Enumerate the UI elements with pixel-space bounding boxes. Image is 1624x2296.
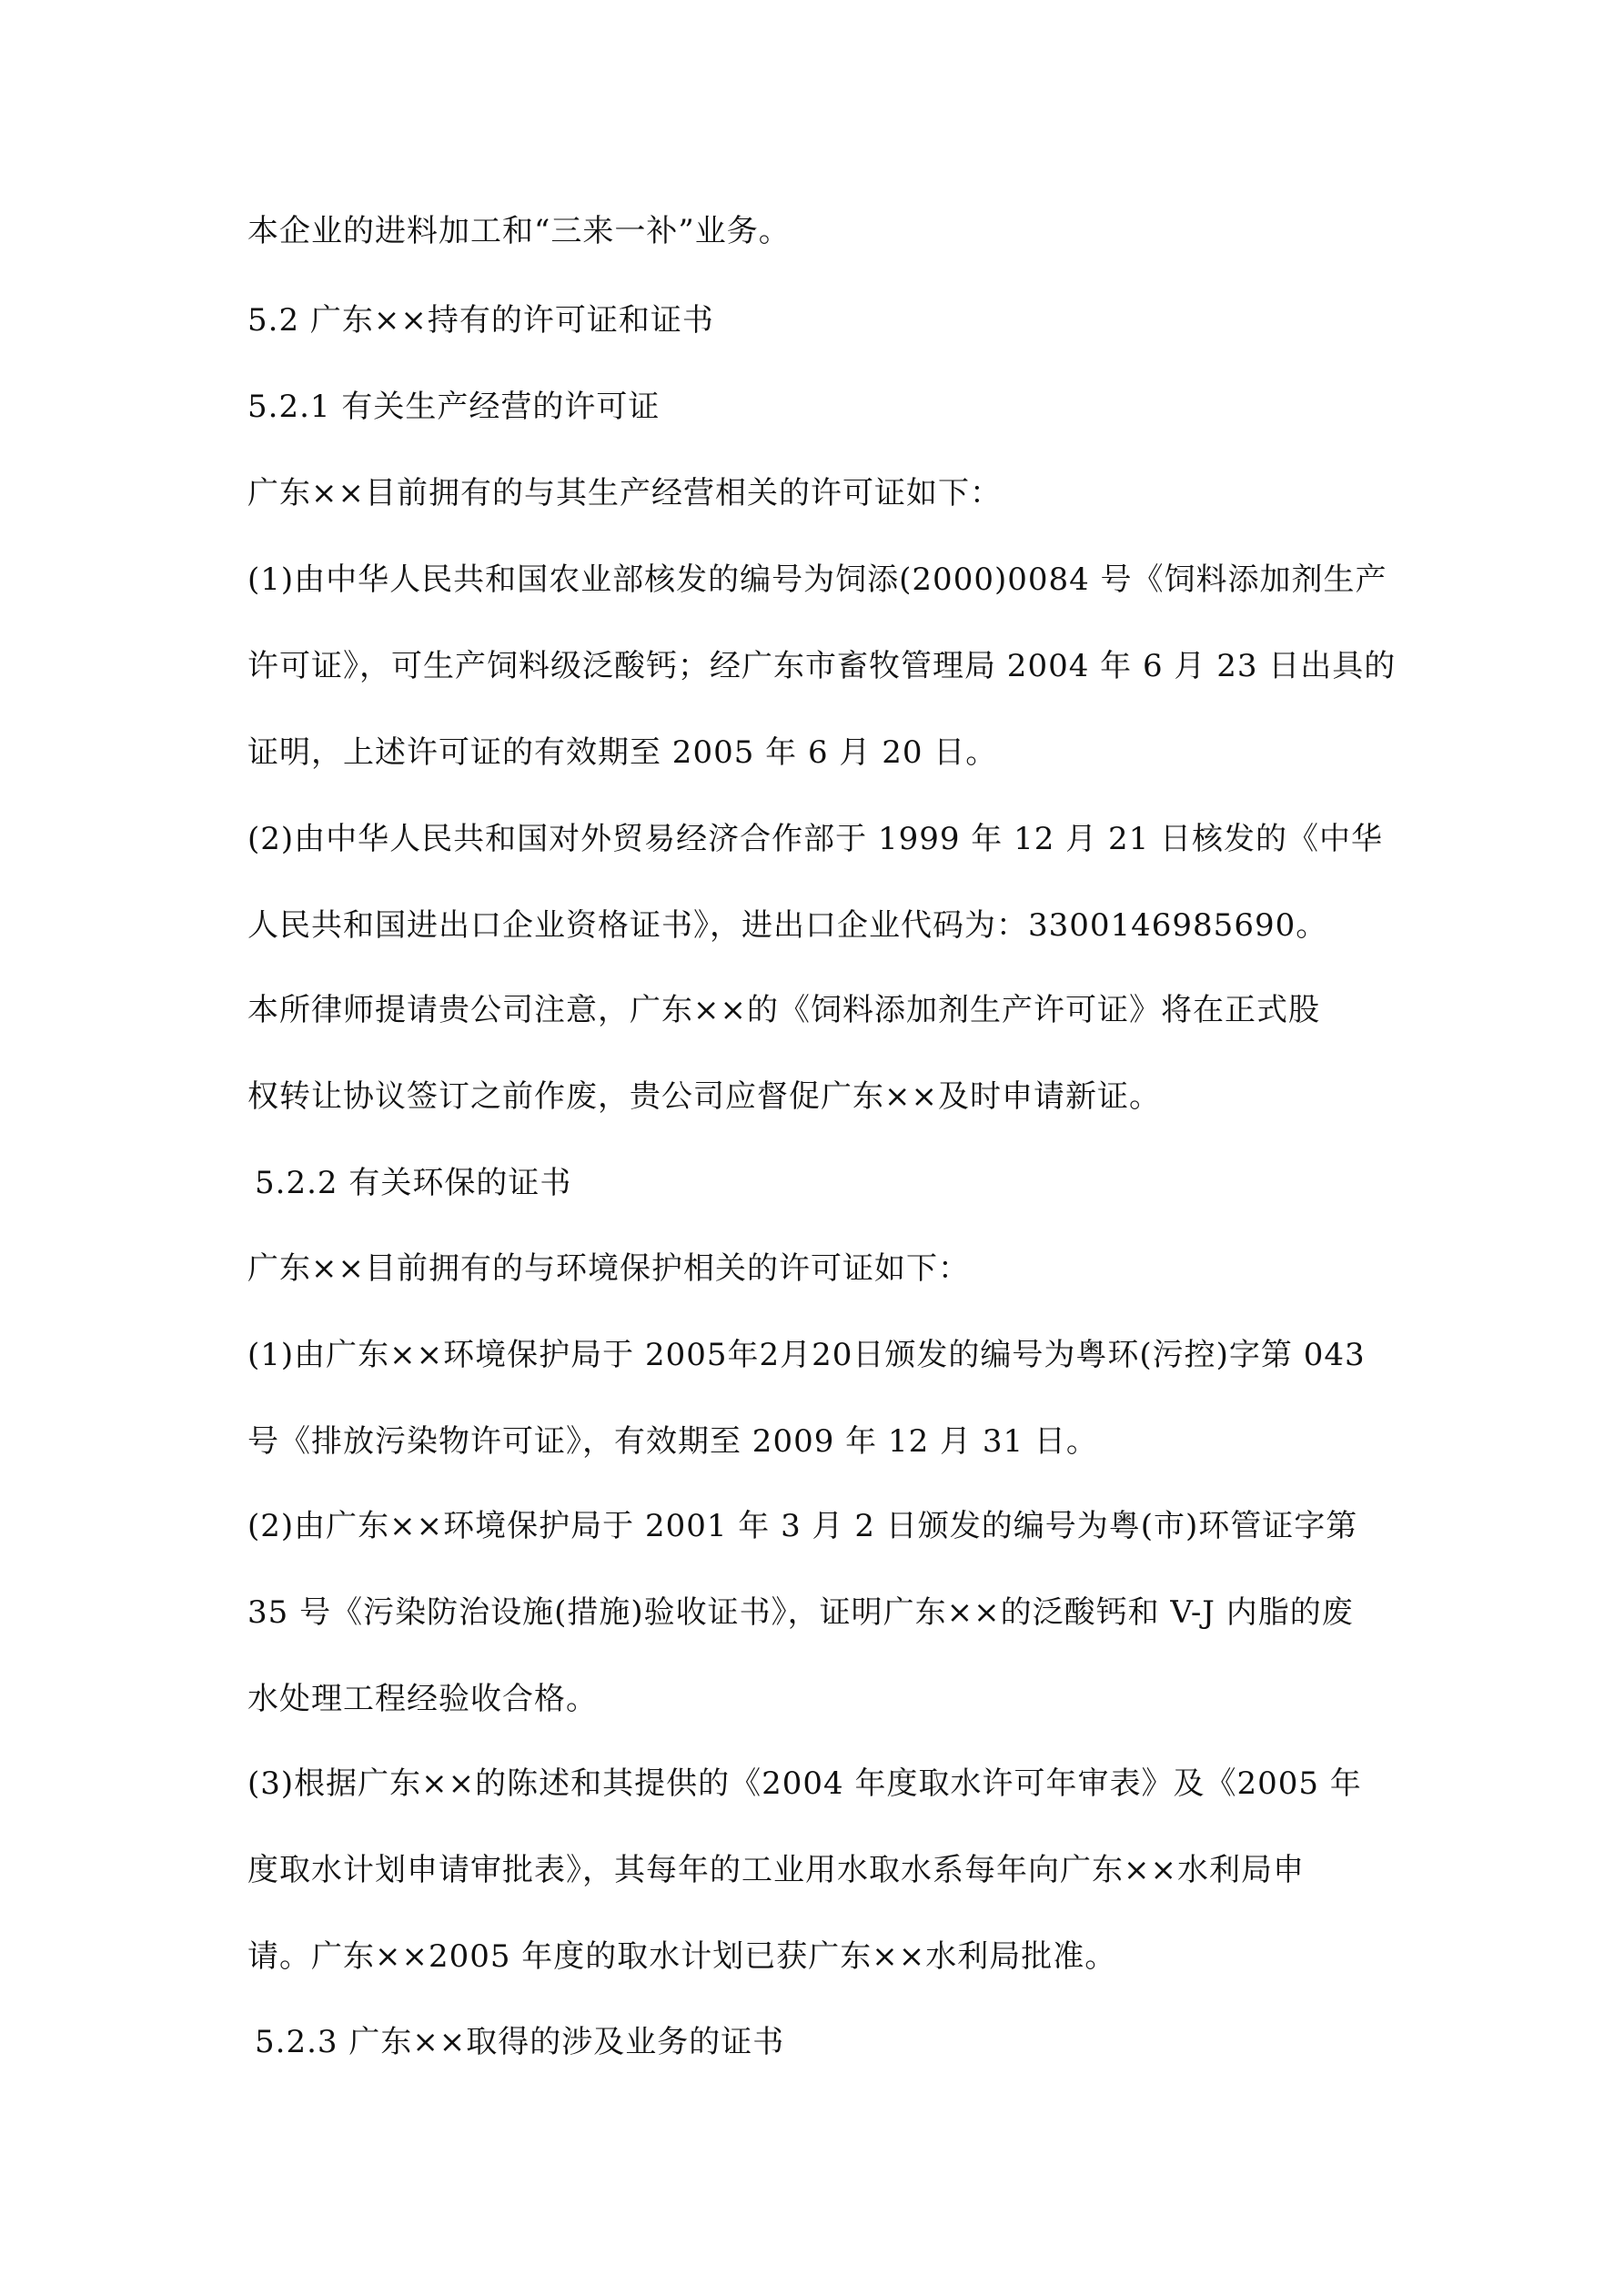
text-line: 号《排放污染物许可证》，有效期至 2009 年 12 月 31 日。 (247, 1423, 1098, 1460)
text-line: 35 号《污染防治设施(措施)验收证书》，证明广东××的泛酸钙和 V-J 内脂的废 (247, 1594, 1354, 1631)
subsection-heading: 5.2.2 有关环保的证书 (255, 1165, 572, 1201)
text-line: 水处理工程经验收合格。 (247, 1681, 598, 1717)
text-line: (2)由中华人民共和国对外贸易经济合作部于 1999 年 12 月 21 日核发的《中华 (247, 821, 1384, 857)
text-line: (1)由广东××环境保护局于 2005年2月20日颁发的编号为粤环(污控)字第 043 (247, 1337, 1366, 1373)
text-line: (2)由广东××环境保护局于 2001 年 3 月 2 日颁发的编号为粤(市)环管证字第 (247, 1508, 1358, 1544)
text-line: (1)由中华人民共和国农业部核发的编号为饲添(2000)0084 号《饲料添加剂生产 (247, 561, 1387, 598)
text-line: 本所律师提请贵公司注意，广东××的《饲料添加剂生产许可证》将在正式股 (247, 992, 1320, 1028)
text-line: 广东××目前拥有的与环境保护相关的许可证如下： (247, 1250, 970, 1287)
subsection-heading: 5.2.3 广东××取得的涉及业务的证书 (255, 2024, 785, 2060)
text-line: 度取水计划申请审批表》，其每年的工业用水取水系每年向广东××水利局申 (247, 1852, 1305, 1888)
text-line: 许可证》，可生产饲料级泛酸钙；经广东市畜牧管理局 2004 年 6 月 23 日出具的 (247, 648, 1397, 684)
text-line: 本企业的进料加工和“三来一补”业务。 (247, 213, 791, 249)
text-line: 请。广东××2005 年度的取水计划已获广东××水利局批准。 (247, 1938, 1117, 1975)
text-line: (3)根据广东××的陈述和其提供的《2004 年度取水许可年审表》及《2005 年 (247, 1765, 1362, 1802)
subsection-heading: 5.2.1 有关生产经营的许可证 (247, 389, 661, 425)
text-line: 权转让协议签订之前作废，贵公司应督促广东××及时申请新证。 (247, 1078, 1161, 1115)
text-line: 人民共和国进出口企业资格证书》，进出口企业代码为：3300146985690。 (247, 907, 1328, 944)
section-heading: 5.2 广东××持有的许可证和证书 (247, 302, 714, 339)
text-line: 广东××目前拥有的与其生产经营相关的许可证如下： (247, 475, 1002, 511)
text-line: 证明，上述许可证的有效期至 2005 年 6 月 20 日。 (247, 734, 998, 771)
